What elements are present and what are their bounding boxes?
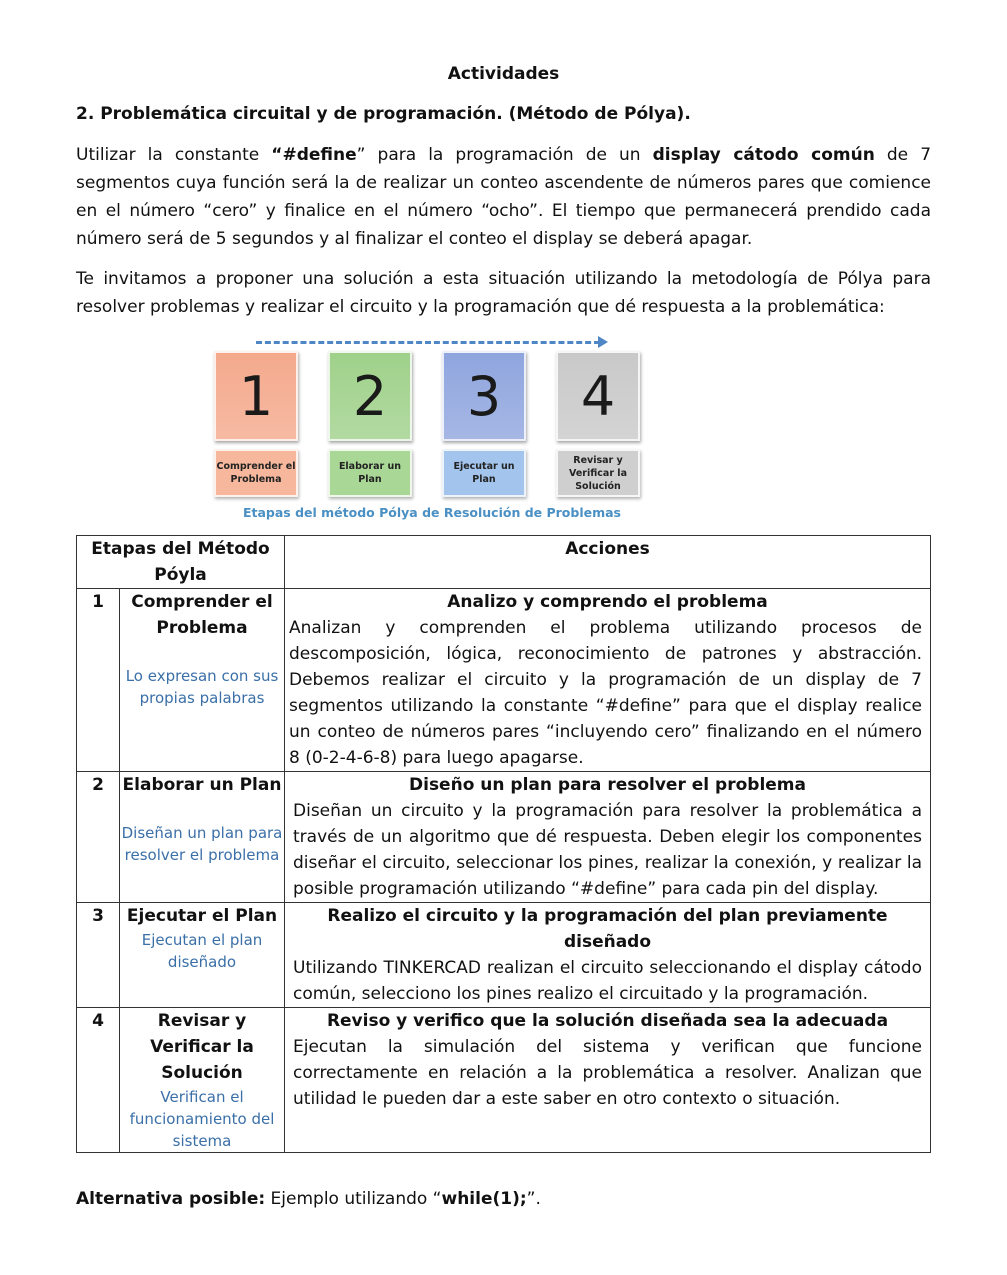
stage-note: Ejecutan el plan diseñado	[141, 931, 263, 971]
action-text: Analizan y comprenden el problema utilizando procesos de descomposición, lógica, reconocimiento de patrones y abstracción. Debemos realizar el circuito y la programación de un display de 7 segmentos utilizando la constante “#define” para que el display realice un conteo de números pares “incluyendo cero” finalizando en el número 8 (0-2-4-6-8) para luego apagarse.	[289, 618, 922, 768]
table-header-row	[77, 536, 931, 589]
step-3	[442, 351, 526, 497]
action-text: Ejecutan la simulación del sistema y verifican que funcione correctamente en relación a la problemática a resolver. Analizan que utilidad le pueden dar a este saber en otro contexto o situación.	[293, 1037, 922, 1109]
action-cell	[285, 589, 931, 772]
action-title: Realizo el circuito y la programación del plan previamente diseñado	[327, 906, 888, 952]
step-label: Revisar y Verificar la Solución	[556, 449, 640, 497]
stage-title: Comprender el Problema	[131, 592, 273, 638]
polya-table	[76, 535, 931, 1153]
problem-paragraph	[76, 141, 931, 253]
step-label: Comprender el Problema	[214, 449, 298, 497]
row-number: 3	[77, 903, 120, 1008]
header-actions: Acciones	[285, 536, 931, 589]
step-number: 4	[556, 351, 640, 441]
step-label: Elaborar un Plan	[328, 449, 412, 497]
alternative-code: while(1);	[441, 1189, 527, 1209]
action-cell	[285, 1008, 931, 1153]
stage-cell	[120, 772, 285, 903]
action-text: Utilizando TINKERCAD realizan el circuito seleccionando el display cátodo común, selecciono los pines realizo el circuitado y la programación.	[293, 958, 922, 1004]
progress-arrow-line	[256, 341, 600, 344]
alternative-label: Alternativa posible:	[76, 1189, 266, 1209]
action-cell	[285, 903, 931, 1008]
table-row	[77, 589, 931, 772]
stage-title: Revisar y Verificar la Solución	[150, 1011, 254, 1083]
action-title: Reviso y verifico que la solución diseñada sea la adecuada	[326, 1011, 889, 1031]
table-row	[77, 772, 931, 903]
paragraph-text: ” para la programación de un	[356, 145, 653, 165]
alternative-line	[76, 1189, 541, 1209]
stage-note: Diseñan un plan para resolver el problema	[121, 824, 283, 864]
paragraph-text: de 7 segmentos cuya función será la de realizar un conteo ascendente de números pares que comience en el número “cero” y finalice en el número “ocho”. El tiempo que permanecerá prendido cada número será de 5 segundos y al finalizar el conteo el display se deberá apagar.	[76, 145, 932, 249]
arrow-head-icon	[598, 336, 608, 348]
action-title: Diseño un plan para resolver el problema	[409, 775, 806, 795]
step-number: 1	[214, 351, 298, 441]
alternative-text: Ejemplo utilizando “	[265, 1189, 442, 1209]
stage-title: Elaborar un Plan	[122, 775, 282, 795]
table-row	[77, 1008, 931, 1153]
step-number: 2	[328, 351, 412, 441]
paragraph-text: Utilizar la constante	[76, 145, 272, 165]
stage-cell	[120, 589, 285, 772]
stage-note: Verifican el funcionamiento del sistema	[129, 1088, 275, 1150]
step-number: 3	[442, 351, 526, 441]
action-title: Analizo y comprendo el problema	[447, 592, 768, 612]
alternative-text-end: ”.	[526, 1189, 541, 1209]
step-4	[556, 351, 640, 497]
polya-steps-figure	[212, 333, 652, 523]
header-stages: Etapas del Método Póyla	[77, 536, 285, 589]
invitation-paragraph: Te invitamos a proponer una solución a esta situación utilizando la metodología de Pólya para resolver problemas y realizar el circuito y la programación que dé respuesta a la problemática:	[76, 269, 931, 317]
table-row	[77, 903, 931, 1008]
figure-caption: Etapas del método Pólya de Resolución de Problemas	[242, 505, 622, 520]
step-1	[214, 351, 298, 497]
action-cell	[285, 772, 931, 903]
stage-title: Ejecutar el Plan	[126, 906, 278, 926]
stage-cell	[120, 903, 285, 1008]
action-text: Diseñan un circuito y la programación para resolver la problemática a través de un algoritmo que dé respuesta. Deben elegir los componentes diseñar el circuito, seleccionar los pines, realizar la conexión, y realizar la posible programación utilizando “#define” para cada pin del display.	[293, 801, 922, 899]
stage-cell	[120, 1008, 285, 1153]
display-keyword: display cátodo común	[652, 145, 875, 165]
page-heading: Actividades	[447, 64, 560, 84]
section-title: 2. Problemática circuital y de programación. (Método de Pólya).	[76, 104, 691, 124]
row-number: 1	[77, 589, 120, 772]
stage-note: Lo expresan con sus propias palabras	[125, 667, 279, 707]
row-number: 4	[77, 1008, 120, 1153]
step-2	[328, 351, 412, 497]
step-label: Ejecutar un Plan	[442, 449, 526, 497]
define-keyword: “#define	[271, 145, 357, 165]
row-number: 2	[77, 772, 120, 903]
